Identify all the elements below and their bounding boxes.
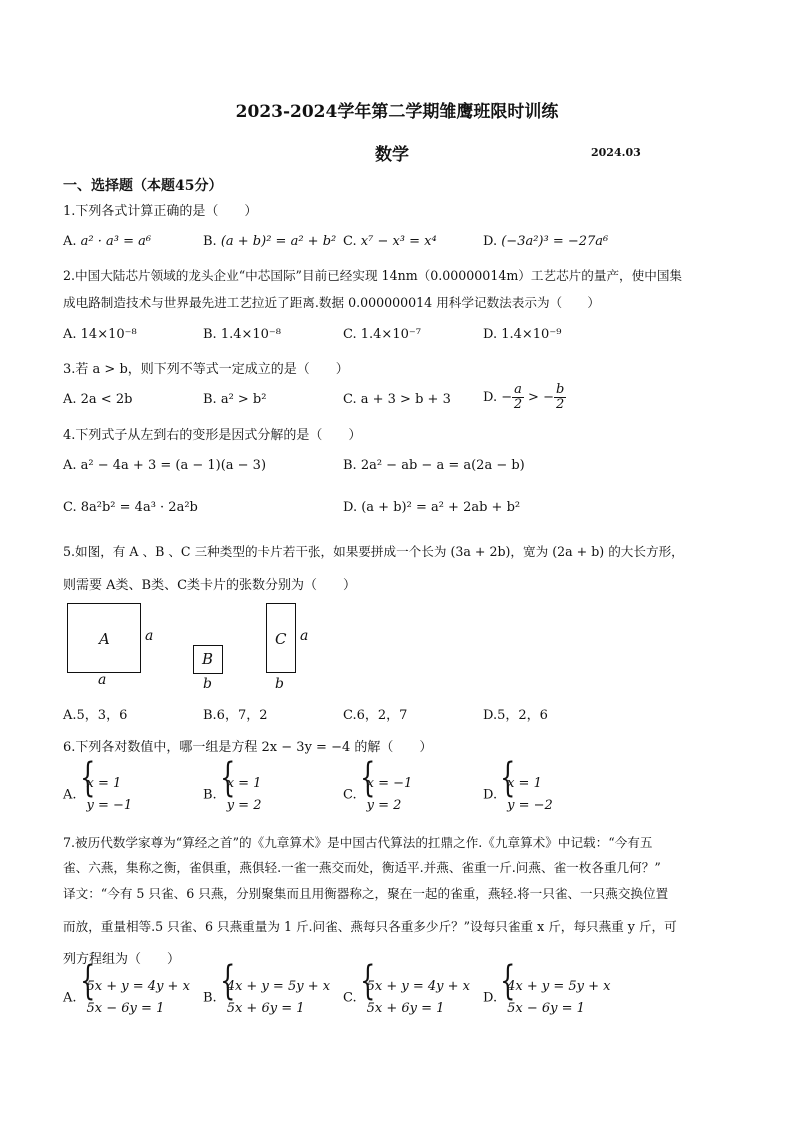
q1-option-c: C. x⁷ − x³ = x⁴: [343, 234, 437, 249]
q5-option-c: C.6，2，7: [343, 708, 408, 723]
q7-stem-line1: 7.被历代数学家尊为“算经之首”的《九章算术》是中国古代算法的扛鼎之作.《九章算术》中记载：“今有五: [63, 835, 653, 850]
q7-option-a: A. { 5x + y = 4y + x 5x − 6y = 1: [63, 976, 190, 1020]
q2-option-a: A. 14×10⁻⁸: [63, 327, 137, 342]
section-title: 一、选择题（本题45分）: [63, 178, 223, 194]
q7-stem-line4: 而放，重量相等.5 只雀、6 只燕重量为 1 斤.问雀、燕每只各重多少斤？”设每只雀重 x 斤，每只燕重 y 斤，可: [63, 919, 677, 934]
q6-stem: 6.下列各对数值中，哪一组是方程 2x − 3y = −4 的解（ ）: [63, 740, 433, 755]
q3-option-c: C. a + 3 > b + 3: [343, 392, 451, 407]
q3-option-b: B. a² > b²: [203, 392, 267, 407]
q4-option-b: B. 2a² − ab − a = a(2a − b): [343, 458, 525, 473]
q7-stem-line2: 雀、六燕，集称之衡，雀俱重，燕俱轻.一雀一燕交而处，衡适平.并燕、雀重一斤.问燕、雀一枚各重几何？”: [63, 860, 661, 875]
q5-stem-line2: 则需要 A类、B类、C类卡片的张数分别为（ ）: [63, 578, 357, 593]
card-c: [266, 603, 296, 673]
q4-option-a: A. a² − 4a + 3 = (a − 1)(a − 3): [63, 458, 267, 473]
card-a-side-bottom: a: [98, 672, 107, 688]
q3-option-a: A. 2a < 2b: [63, 392, 133, 407]
q1-option-b: B. (a + b)² = a² + b²: [203, 234, 337, 249]
page-title: 2023-2024学年第二学期雏鹰班限时训练: [235, 102, 559, 122]
card-b-side-bottom: b: [203, 676, 212, 692]
q1-stem: 1.下列各式计算正确的是（ ）: [63, 204, 258, 219]
q5-option-a: A.5，3，6: [63, 708, 128, 723]
exam-date: 2024.03: [591, 146, 641, 159]
q2-stem-line1: 2.中国大陆芯片领域的龙头企业“中芯国际”目前已经实现 14nm（0.00000014m）工艺芯片的量产，使中国集: [63, 268, 683, 283]
q7-stem-line3: 译文：“今有 5 只雀、6 只燕，分别聚集而且用衡器称之，聚在一起的雀重，燕轻.将一只雀、一只燕交换位置: [63, 886, 669, 901]
q6-option-d: D. { x = 1 y = −2: [483, 773, 553, 817]
q6-option-b: B. { x = 1 y = 2: [203, 773, 261, 817]
q7-stem-line5: 列方程组为（ ）: [63, 952, 181, 967]
q3-option-d: D. − $\frac{a}{2}$ > − $\frac{b}{2}$: [483, 382, 565, 412]
q1-option-d: D. (−3a²)³ = −27a⁶: [483, 234, 609, 249]
q4-option-c: C. 8a²b² = 4a³ · 2a²b: [63, 500, 198, 515]
q2-stem-line2: 成电路制造技术与世界最先进工艺拉近了距离.数据 0.000000014 用科学记数法表示为（ ）: [63, 295, 600, 310]
card-c-label: C: [275, 630, 287, 648]
card-b-label: B: [202, 650, 214, 668]
q3-stem: 3.若 a > b，则下列不等式一定成立的是（ ）: [63, 362, 349, 377]
q7-option-c: C. { 5x + y = 4y + x 5x + 6y = 1: [343, 976, 470, 1020]
q7-option-d: D. { 4x + y = 5y + x 5x − 6y = 1: [483, 976, 610, 1020]
card-a-label: A: [99, 630, 110, 648]
card-c-side-bottom: b: [275, 676, 284, 692]
q2-option-c: C. 1.4×10⁻⁷: [343, 327, 421, 342]
q5-option-b: B.6，7，2: [203, 708, 268, 723]
q4-stem: 4.下列式子从左到右的变形是因式分解的是（ ）: [63, 428, 362, 443]
q5-option-d: D.5，2，6: [483, 708, 548, 723]
q6-option-c: C. { x = −1 y = 2: [343, 773, 412, 817]
q1-option-a: A. a² · a³ = a⁶: [63, 234, 152, 249]
q2-option-d: D. 1.4×10⁻⁹: [483, 327, 562, 342]
subject-label: 数学: [375, 145, 409, 165]
card-a-side-right: a: [145, 628, 154, 644]
q6-option-a: A. { x = 1 y = −1: [63, 773, 132, 817]
q5-stem-line1: 5.如图，有 A 、B 、C 三种类型的卡片若干张，如果要拼成一个长为 (3a + 2b)，宽为 (2a + b) 的大长方形，: [63, 544, 684, 559]
q2-option-b: B. 1.4×10⁻⁸: [203, 327, 281, 342]
card-a: [67, 603, 141, 673]
q4-option-d: D. (a + b)² = a² + 2ab + b²: [343, 500, 521, 515]
card-b: [193, 645, 223, 674]
card-c-side-right: a: [300, 628, 309, 644]
q7-option-b: B. { 4x + y = 5y + x 5x + 6y = 1: [203, 976, 330, 1020]
